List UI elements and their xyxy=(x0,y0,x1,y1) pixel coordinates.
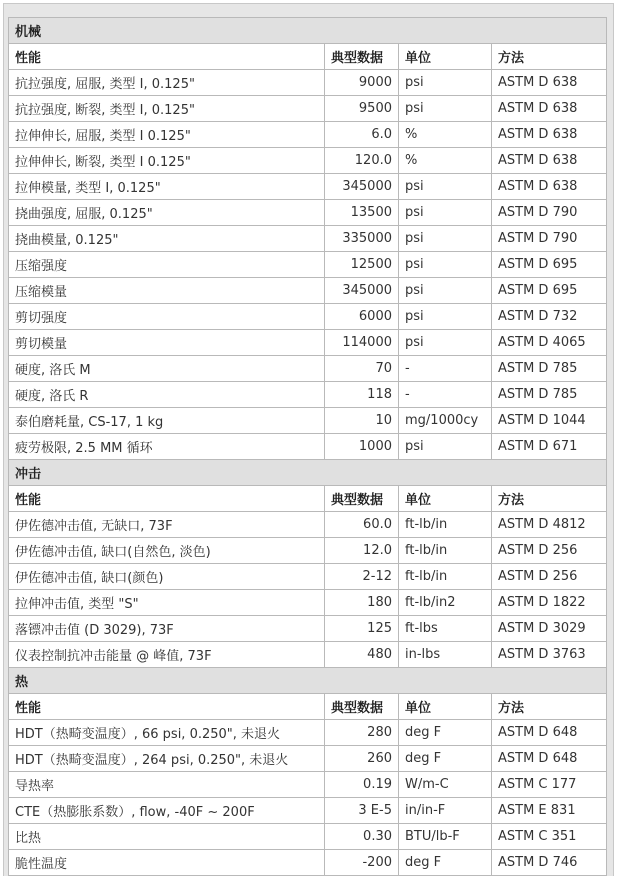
unit-cell: in/in-F xyxy=(399,798,492,824)
properties-table-body xyxy=(9,18,607,876)
method-cell: ASTM D 746 xyxy=(492,850,607,876)
table-row xyxy=(9,746,607,772)
method-cell: ASTM D 4812 xyxy=(492,512,607,538)
column-header-property: 性能 xyxy=(9,486,325,512)
method-cell: ASTM D 638 xyxy=(492,174,607,200)
method-cell: ASTM D 785 xyxy=(492,356,607,382)
section-title: 机械 xyxy=(9,18,607,44)
property-cell: 伊佐德冲击值, 缺口(自然色, 淡色) xyxy=(9,538,325,564)
property-cell: 导热率 xyxy=(9,772,325,798)
unit-cell: psi xyxy=(399,304,492,330)
method-cell: ASTM D 790 xyxy=(492,200,607,226)
table-row xyxy=(9,408,607,434)
section-header xyxy=(9,460,607,486)
unit-cell: psi xyxy=(399,330,492,356)
table-row xyxy=(9,590,607,616)
method-cell: ASTM D 3763 xyxy=(492,642,607,668)
method-cell: ASTM D 638 xyxy=(492,122,607,148)
method-cell: ASTM C 177 xyxy=(492,772,607,798)
property-cell: 剪切模量 xyxy=(9,330,325,356)
value-cell: -200 xyxy=(325,850,399,876)
method-cell: ASTM D 3029 xyxy=(492,616,607,642)
table-row xyxy=(9,330,607,356)
unit-cell: ft-lb/in xyxy=(399,538,492,564)
table-row xyxy=(9,356,607,382)
method-cell: ASTM D 732 xyxy=(492,304,607,330)
section-header xyxy=(9,18,607,44)
value-cell: 1000 xyxy=(325,434,399,460)
section-header xyxy=(9,668,607,694)
property-cell: 拉伸冲击值, 类型 "S" xyxy=(9,590,325,616)
column-header-method: 方法 xyxy=(492,44,607,70)
column-header-value: 典型数据 xyxy=(325,694,399,720)
table-row xyxy=(9,642,607,668)
unit-cell: % xyxy=(399,122,492,148)
method-cell: ASTM D 648 xyxy=(492,746,607,772)
property-cell: 伊佐德冲击值, 缺口(颜色) xyxy=(9,564,325,590)
table-row xyxy=(9,564,607,590)
value-cell: 13500 xyxy=(325,200,399,226)
unit-cell: psi xyxy=(399,278,492,304)
table-row xyxy=(9,96,607,122)
property-cell: 挠曲强度, 屈服, 0.125" xyxy=(9,200,325,226)
value-cell: 120.0 xyxy=(325,148,399,174)
method-cell: ASTM D 695 xyxy=(492,278,607,304)
property-cell: 拉伸伸长, 断裂, 类型 I 0.125" xyxy=(9,148,325,174)
table-row xyxy=(9,824,607,850)
value-cell: 280 xyxy=(325,720,399,746)
table-row xyxy=(9,382,607,408)
table-row xyxy=(9,226,607,252)
table-row xyxy=(9,174,607,200)
property-cell: 比热 xyxy=(9,824,325,850)
property-cell: 剪切强度 xyxy=(9,304,325,330)
table-row xyxy=(9,720,607,746)
unit-cell: deg F xyxy=(399,850,492,876)
column-header-row xyxy=(9,694,607,720)
value-cell: 345000 xyxy=(325,278,399,304)
method-cell: ASTM D 790 xyxy=(492,226,607,252)
property-cell: HDT（热畸变温度）, 66 psi, 0.250", 未退火 xyxy=(9,720,325,746)
value-cell: 114000 xyxy=(325,330,399,356)
property-cell: 压缩强度 xyxy=(9,252,325,278)
unit-cell: mg/1000cy xyxy=(399,408,492,434)
method-cell: ASTM D 638 xyxy=(492,148,607,174)
table-row xyxy=(9,122,607,148)
property-cell: 泰伯磨耗量, CS-17, 1 kg xyxy=(9,408,325,434)
table-row xyxy=(9,278,607,304)
unit-cell: psi xyxy=(399,200,492,226)
section-title: 冲击 xyxy=(9,460,607,486)
table-row xyxy=(9,772,607,798)
column-header-unit: 单位 xyxy=(399,694,492,720)
value-cell: 70 xyxy=(325,356,399,382)
method-cell: ASTM D 785 xyxy=(492,382,607,408)
value-cell: 3 E-5 xyxy=(325,798,399,824)
column-header-row xyxy=(9,486,607,512)
value-cell: 60.0 xyxy=(325,512,399,538)
properties-table xyxy=(8,17,607,876)
unit-cell: psi xyxy=(399,434,492,460)
column-header-property: 性能 xyxy=(9,694,325,720)
method-cell: ASTM D 695 xyxy=(492,252,607,278)
value-cell: 125 xyxy=(325,616,399,642)
unit-cell: psi xyxy=(399,70,492,96)
method-cell: ASTM D 648 xyxy=(492,720,607,746)
column-header-property: 性能 xyxy=(9,44,325,70)
table-row xyxy=(9,200,607,226)
method-cell: ASTM C 351 xyxy=(492,824,607,850)
unit-cell: - xyxy=(399,356,492,382)
unit-cell: in-lbs xyxy=(399,642,492,668)
unit-cell: deg F xyxy=(399,746,492,772)
column-header-row xyxy=(9,44,607,70)
column-header-method: 方法 xyxy=(492,486,607,512)
property-cell: 伊佐德冲击值, 无缺口, 73F xyxy=(9,512,325,538)
method-cell: ASTM D 256 xyxy=(492,564,607,590)
unit-cell: psi xyxy=(399,174,492,200)
column-header-unit: 单位 xyxy=(399,44,492,70)
property-cell: 挠曲模量, 0.125" xyxy=(9,226,325,252)
table-row xyxy=(9,512,607,538)
table-row xyxy=(9,434,607,460)
value-cell: 260 xyxy=(325,746,399,772)
property-cell: 压缩模量 xyxy=(9,278,325,304)
value-cell: 10 xyxy=(325,408,399,434)
unit-cell: ft-lb/in xyxy=(399,564,492,590)
value-cell: 480 xyxy=(325,642,399,668)
unit-cell: psi xyxy=(399,96,492,122)
property-cell: 疲劳极限, 2.5 MM 循环 xyxy=(9,434,325,460)
property-cell: 拉伸伸长, 屈服, 类型 I 0.125" xyxy=(9,122,325,148)
section-title: 热 xyxy=(9,668,607,694)
property-cell: 硬度, 洛氏 M xyxy=(9,356,325,382)
property-cell: HDT（热畸变温度）, 264 psi, 0.250", 未退火 xyxy=(9,746,325,772)
column-header-value: 典型数据 xyxy=(325,44,399,70)
unit-cell: % xyxy=(399,148,492,174)
value-cell: 2-12 xyxy=(325,564,399,590)
method-cell: ASTM D 1044 xyxy=(492,408,607,434)
value-cell: 12500 xyxy=(325,252,399,278)
value-cell: 180 xyxy=(325,590,399,616)
property-cell: 脆性温度 xyxy=(9,850,325,876)
value-cell: 9500 xyxy=(325,96,399,122)
method-cell: ASTM D 4065 xyxy=(492,330,607,356)
method-cell: ASTM D 638 xyxy=(492,70,607,96)
unit-cell: ft-lb/in2 xyxy=(399,590,492,616)
unit-cell: ft-lb/in xyxy=(399,512,492,538)
table-row xyxy=(9,304,607,330)
value-cell: 6000 xyxy=(325,304,399,330)
value-cell: 335000 xyxy=(325,226,399,252)
value-cell: 9000 xyxy=(325,70,399,96)
value-cell: 0.19 xyxy=(325,772,399,798)
table-row xyxy=(9,850,607,876)
unit-cell: deg F xyxy=(399,720,492,746)
value-cell: 12.0 xyxy=(325,538,399,564)
unit-cell: ft-lbs xyxy=(399,616,492,642)
unit-cell: - xyxy=(399,382,492,408)
unit-cell: BTU/lb-F xyxy=(399,824,492,850)
property-cell: 拉伸模量, 类型 I, 0.125" xyxy=(9,174,325,200)
property-cell: 抗拉强度, 屈服, 类型 I, 0.125" xyxy=(9,70,325,96)
method-cell: ASTM D 1822 xyxy=(492,590,607,616)
method-cell: ASTM E 831 xyxy=(492,798,607,824)
value-cell: 118 xyxy=(325,382,399,408)
method-cell: ASTM D 256 xyxy=(492,538,607,564)
property-cell: 落镖冲击值 (D 3029), 73F xyxy=(9,616,325,642)
method-cell: ASTM D 638 xyxy=(492,96,607,122)
value-cell: 6.0 xyxy=(325,122,399,148)
unit-cell: psi xyxy=(399,226,492,252)
value-cell: 345000 xyxy=(325,174,399,200)
table-row xyxy=(9,538,607,564)
column-header-unit: 单位 xyxy=(399,486,492,512)
table-row xyxy=(9,798,607,824)
column-header-value: 典型数据 xyxy=(325,486,399,512)
column-header-method: 方法 xyxy=(492,694,607,720)
table-row xyxy=(9,616,607,642)
property-cell: 仪表控制抗冲击能量 @ 峰值, 73F xyxy=(9,642,325,668)
table-row xyxy=(9,252,607,278)
property-cell: 抗拉强度, 断裂, 类型 I, 0.125" xyxy=(9,96,325,122)
property-cell: CTE（热膨胀系数）, flow, -40F ~ 200F xyxy=(9,798,325,824)
value-cell: 0.30 xyxy=(325,824,399,850)
property-cell: 硬度, 洛氏 R xyxy=(9,382,325,408)
table-row xyxy=(9,70,607,96)
unit-cell: psi xyxy=(399,252,492,278)
method-cell: ASTM D 671 xyxy=(492,434,607,460)
table-row xyxy=(9,148,607,174)
unit-cell: W/m-C xyxy=(399,772,492,798)
